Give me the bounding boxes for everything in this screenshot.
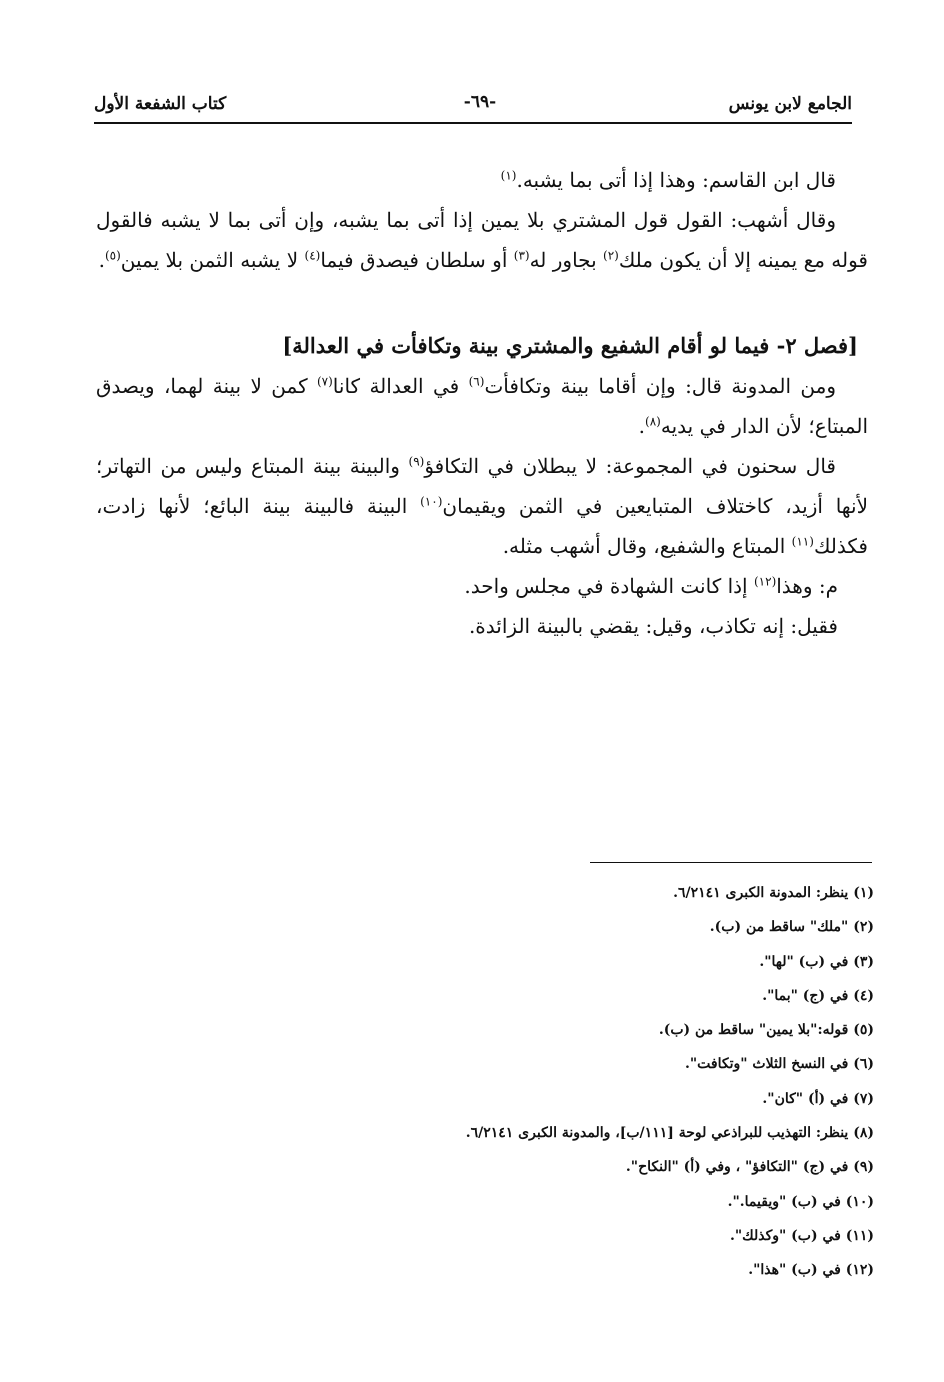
text-span: المبتاع والشفيع، وقال أشهب مثله.: [502, 534, 792, 558]
footnote-ref: (٢): [603, 248, 619, 263]
running-header: [94, 92, 852, 120]
header-rule: [94, 122, 852, 124]
footnote-12: (١٢) في (ب) "هذا".: [748, 1262, 874, 1279]
paragraph-5: [96, 566, 868, 606]
footnote-11: (١١) في (ب) "وكذلك".: [729, 1227, 874, 1244]
footnote-ref: (١٠): [420, 494, 443, 509]
footnote-2: (٢) "ملك" ساقط من (ب).: [709, 919, 874, 936]
footnote-ref: (٧): [316, 374, 333, 389]
text-span: كمن لا بينة لهما، ويصدق المبتاع؛ لأن الدار في يديه: [96, 374, 868, 438]
header-chapter-title: كتاب الشفعة الأول: [94, 94, 227, 114]
footnote-6: (٦) في النسخ الثلاث "وتكافت".: [684, 1056, 874, 1073]
text-span: إذا كانت الشهادة في مجلس واحد.: [464, 574, 754, 598]
paragraph-4: [96, 446, 868, 566]
footnote-ref: (٤): [304, 248, 321, 263]
paragraph-2: [96, 200, 868, 280]
text-span: لا يشبه الثمن بلا يمين: [120, 248, 305, 272]
footnote-8: (٨) ينظر: التهذيب للبراذعي لوحة [١١١/ب]، والمدونة الكبرى ٦/٢١٤١.: [465, 1125, 874, 1142]
footnote-7: (٧) في (أ) "كان".: [762, 1090, 874, 1107]
footnote-ref: (٨): [645, 414, 661, 429]
footnote-5: (٥) قوله:"بلا يمين" ساقط من (ب).: [658, 1022, 874, 1039]
text-span: .: [638, 414, 646, 438]
text-span: ومن المدونة قال: وإن أقاما بينة وتكافأت: [484, 374, 836, 398]
text-span: البينة فالبينة بينة البائع؛ لأنها زادت، فكذلك: [96, 494, 868, 558]
section-gap: [96, 280, 868, 326]
main-text: [96, 160, 868, 646]
footnote-4: (٤) في (ج) "بما".: [762, 987, 874, 1004]
footnote-ref: (١١): [791, 534, 814, 549]
footnote-ref: (١٢): [753, 574, 777, 589]
footnote-1: (١) ينظر: المدونة الكبرى ٦/٢١٤١.: [673, 885, 874, 901]
text-span: م: وهذا: [776, 574, 838, 598]
text-span: في العدالة كانا: [332, 374, 469, 398]
paragraph-3: [96, 366, 868, 446]
footnote-ref: (٩): [408, 454, 425, 469]
footnote-ref: (٦): [468, 374, 485, 389]
footnote-10: (١٠) في (ب) "ويقيما.".: [727, 1193, 874, 1210]
paragraph-1: [96, 160, 868, 200]
text-span: وقال أشهب: القول قول المشتري بلا يمين إذا أتى بما يشبه، وإن أتى بما لا يشبه فالقول قوله مع يمينه إلا أن يكون ملك: [96, 208, 868, 272]
page-number: -٦٩-: [463, 92, 497, 112]
header-book-title: الجامع لابن يونس: [728, 94, 852, 114]
text-span: بجاور له: [529, 248, 603, 272]
text-span: والبينة بينة المبتاع وليس من التهاتر؛ لأنها أزيد، كاختلاف المتبايعين في الثمن ويقيمان: [96, 454, 868, 518]
footnote-rule: [590, 862, 872, 863]
text-span: .: [98, 248, 105, 272]
text-span: قال ابن القاسم: وهذا إذا أتى بما يشبه.: [516, 168, 836, 192]
footnote-ref: (١): [500, 168, 517, 183]
section-heading: [فصل ٢- فيما لو أقام الشفيع والمشتري بينة وتكافأت في العدالة]: [282, 333, 858, 358]
text-span: قال سحنون في المجموعة: لا يبطلان في التكافؤ: [424, 454, 836, 478]
footnote-3: (٣) في (ب) "لها".: [759, 953, 874, 970]
text-span: أو سلطان فيصدق فيما: [320, 248, 514, 272]
paragraph-6: فقيل: إنه تكاذب، وقيل: يقضي بالبينة الزائدة.: [468, 614, 838, 638]
footnote-9: (٩) في (ج) "التكافؤ" ، وفي (أ) "النكاح".: [625, 1159, 874, 1176]
footnotes: [314, 876, 874, 1288]
footnote-ref: (٣): [513, 248, 530, 263]
footnote-ref: (٥): [104, 248, 121, 263]
